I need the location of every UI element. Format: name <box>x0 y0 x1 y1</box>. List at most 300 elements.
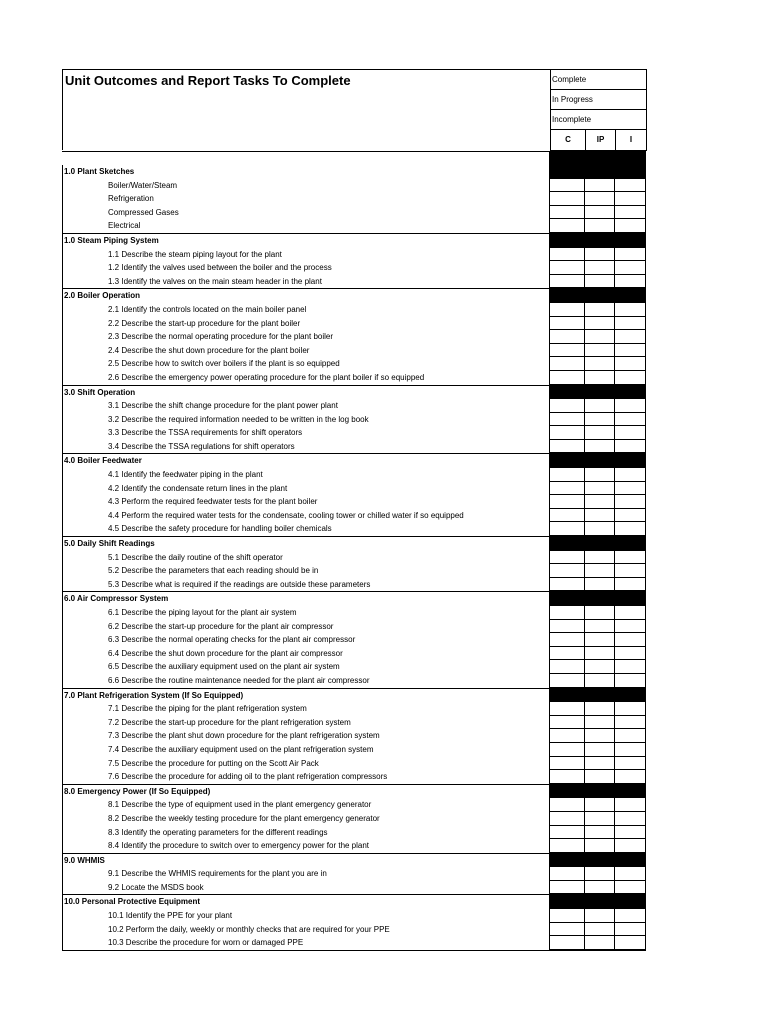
section-black-cell <box>615 165 646 179</box>
in-progress-checkbox-cell[interactable] <box>585 812 615 826</box>
in-progress-checkbox-cell[interactable] <box>585 647 615 661</box>
in-progress-checkbox-cell[interactable] <box>585 413 615 427</box>
task-row <box>63 812 646 826</box>
incomplete-checkbox-cell[interactable] <box>615 468 646 482</box>
task-label: 3.2 Describe the required information needed to be written in the log book <box>63 413 550 427</box>
task-label: Boiler/Water/Steam <box>63 179 550 193</box>
task-label: 3.3 Describe the TSSA requirements for shift operators <box>63 426 550 440</box>
incomplete-checkbox-cell[interactable] <box>615 620 646 634</box>
section-title: 3.0 Shift Operation <box>63 386 550 400</box>
task-row <box>63 522 646 536</box>
in-progress-checkbox-cell[interactable] <box>585 248 615 262</box>
complete-checkbox-cell[interactable] <box>550 482 585 496</box>
task-row <box>63 179 646 193</box>
task-row <box>63 729 646 743</box>
sheet-header <box>62 69 646 151</box>
complete-checkbox-cell[interactable] <box>550 702 585 716</box>
incomplete-checkbox-cell[interactable] <box>615 716 646 730</box>
incomplete-checkbox-cell[interactable] <box>615 330 646 344</box>
complete-checkbox-cell[interactable] <box>550 578 585 592</box>
section-header-row <box>63 591 646 606</box>
incomplete-checkbox-cell[interactable] <box>615 303 646 317</box>
section-black-cell <box>550 234 585 248</box>
complete-checkbox-cell[interactable] <box>550 261 585 275</box>
task-row <box>63 757 646 771</box>
task-label: 2.5 Describe how to switch over boilers if the plant is so equipped <box>63 357 550 371</box>
complete-checkbox-cell[interactable] <box>550 248 585 262</box>
incomplete-checkbox-cell[interactable] <box>615 798 646 812</box>
section-title: 8.0 Emergency Power (If So Equipped) <box>63 785 550 799</box>
complete-checkbox-cell[interactable] <box>550 647 585 661</box>
task-label: 3.1 Describe the shift change procedure for the plant power plant <box>63 399 550 413</box>
incomplete-checkbox-cell[interactable] <box>615 936 646 950</box>
incomplete-checkbox-cell[interactable] <box>615 179 646 193</box>
task-row <box>63 867 646 881</box>
complete-checkbox-cell[interactable] <box>550 881 585 895</box>
complete-checkbox-cell[interactable] <box>550 770 585 784</box>
task-row <box>63 839 646 853</box>
section-black-cell <box>585 234 615 248</box>
section-header-row <box>63 536 646 551</box>
task-label: 2.1 Identify the controls located on the main boiler panel <box>63 303 550 317</box>
section-black-cell <box>585 689 615 703</box>
task-row <box>63 357 646 371</box>
in-progress-checkbox-cell[interactable] <box>585 495 615 509</box>
incomplete-checkbox-cell[interactable] <box>615 909 646 923</box>
task-row <box>63 923 646 937</box>
incomplete-checkbox-cell[interactable] <box>615 192 646 206</box>
task-label: 8.1 Describe the type of equipment used in the plant emergency generator <box>63 798 550 812</box>
section-black-cell <box>615 785 646 799</box>
task-row <box>63 633 646 647</box>
complete-checkbox-cell[interactable] <box>550 757 585 771</box>
in-progress-checkbox-cell[interactable] <box>585 551 615 565</box>
incomplete-checkbox-cell[interactable] <box>615 729 646 743</box>
task-label: 6.1 Describe the piping layout for the plant air system <box>63 606 550 620</box>
complete-checkbox-cell[interactable] <box>550 440 585 454</box>
task-row <box>63 826 646 840</box>
checklist-sheet <box>62 69 646 951</box>
complete-checkbox-cell[interactable] <box>550 495 585 509</box>
section-black-cell <box>585 165 615 179</box>
in-progress-checkbox-cell[interactable] <box>585 261 615 275</box>
task-label: 1.3 Identify the valves on the main steam header in the plant <box>63 275 550 289</box>
task-row <box>63 399 646 413</box>
section-header-row <box>63 233 646 248</box>
in-progress-checkbox-cell[interactable] <box>585 564 615 578</box>
in-progress-checkbox-cell[interactable] <box>585 440 615 454</box>
task-label: 5.1 Describe the daily routine of the shift operator <box>63 551 550 565</box>
in-progress-checkbox-cell[interactable] <box>585 578 615 592</box>
task-row <box>63 674 646 688</box>
task-label: 2.3 Describe the normal operating procedure for the plant boiler <box>63 330 550 344</box>
task-label: 4.1 Identify the feedwater piping in the plant <box>63 468 550 482</box>
section-black-cell <box>615 537 646 551</box>
task-row <box>63 206 646 220</box>
task-row <box>63 330 646 344</box>
complete-checkbox-cell[interactable] <box>550 371 585 385</box>
task-label: Refrigeration <box>63 192 550 206</box>
title-box <box>62 69 551 150</box>
incomplete-checkbox-cell[interactable] <box>615 399 646 413</box>
complete-checkbox-cell[interactable] <box>550 716 585 730</box>
incomplete-checkbox-cell[interactable] <box>615 495 646 509</box>
task-row <box>63 660 646 674</box>
task-row <box>63 936 646 950</box>
incomplete-checkbox-cell[interactable] <box>615 647 646 661</box>
task-label: 9.2 Locate the MSDS book <box>63 881 550 895</box>
in-progress-checkbox-cell[interactable] <box>585 798 615 812</box>
section-black-cell <box>615 454 646 468</box>
task-row <box>63 482 646 496</box>
complete-checkbox-cell[interactable] <box>550 743 585 757</box>
section-header-row <box>63 853 646 868</box>
section-title: 2.0 Boiler Operation <box>63 289 550 303</box>
task-label: 6.2 Describe the start-up procedure for the plant air compressor <box>63 620 550 634</box>
in-progress-checkbox-cell[interactable] <box>585 633 615 647</box>
section-title: 9.0 WHMIS <box>63 854 550 868</box>
legend-columns <box>551 130 646 151</box>
task-label: 10.2 Perform the daily, weekly or monthly checks that are required for your PPE <box>63 923 550 937</box>
incomplete-checkbox-cell[interactable] <box>615 426 646 440</box>
task-row <box>63 798 646 812</box>
task-label: 8.3 Identify the operating parameters for the different readings <box>63 826 550 840</box>
task-label: 2.4 Describe the shut down procedure for the plant boiler <box>63 344 550 358</box>
task-label: 4.2 Identify the condensate return lines in the plant <box>63 482 550 496</box>
complete-checkbox-cell[interactable] <box>550 826 585 840</box>
complete-checkbox-cell[interactable] <box>550 468 585 482</box>
section-title: 10.0 Personal Protective Equipment <box>63 895 550 909</box>
task-label: 3.4 Describe the TSSA regulations for shift operators <box>63 440 550 454</box>
incomplete-checkbox-cell[interactable] <box>615 826 646 840</box>
task-label: 9.1 Describe the WHMIS requirements for the plant you are in <box>63 867 550 881</box>
incomplete-checkbox-cell[interactable] <box>615 248 646 262</box>
incomplete-checkbox-cell[interactable] <box>615 660 646 674</box>
task-label: 7.2 Describe the start-up procedure for the plant refrigeration system <box>63 716 550 730</box>
black-band <box>550 152 646 165</box>
section-title: 1.0 Plant Sketches <box>63 165 550 179</box>
section-black-cell <box>615 592 646 606</box>
task-row <box>63 303 646 317</box>
task-label: 6.3 Describe the normal operating checks for the plant air compressor <box>63 633 550 647</box>
incomplete-checkbox-cell[interactable] <box>615 770 646 784</box>
incomplete-checkbox-cell[interactable] <box>615 344 646 358</box>
section-header-row <box>63 165 646 179</box>
section-title: 1.0 Steam Piping System <box>63 234 550 248</box>
task-label: 6.5 Describe the auxiliary equipment used on the plant air system <box>63 660 550 674</box>
section-title: 4.0 Boiler Feedwater <box>63 454 550 468</box>
complete-checkbox-cell[interactable] <box>550 303 585 317</box>
complete-checkbox-cell[interactable] <box>550 909 585 923</box>
in-progress-checkbox-cell[interactable] <box>585 770 615 784</box>
task-row <box>63 192 646 206</box>
task-row <box>63 219 646 233</box>
complete-checkbox-cell[interactable] <box>550 674 585 688</box>
task-rows <box>62 165 646 951</box>
task-label: 6.6 Describe the routine maintenance needed for the plant air compressor <box>63 674 550 688</box>
complete-checkbox-cell[interactable] <box>550 426 585 440</box>
in-progress-checkbox-cell[interactable] <box>585 344 615 358</box>
incomplete-checkbox-cell[interactable] <box>615 812 646 826</box>
in-progress-checkbox-cell[interactable] <box>585 330 615 344</box>
incomplete-checkbox-cell[interactable] <box>615 633 646 647</box>
task-row <box>63 551 646 565</box>
section-black-cell <box>550 854 585 868</box>
in-progress-checkbox-cell[interactable] <box>585 909 615 923</box>
in-progress-checkbox-cell[interactable] <box>585 219 615 233</box>
section-black-cell <box>550 537 585 551</box>
incomplete-checkbox-cell[interactable] <box>615 413 646 427</box>
section-black-cell <box>615 289 646 303</box>
in-progress-checkbox-cell[interactable] <box>585 606 615 620</box>
task-row <box>63 275 646 289</box>
complete-checkbox-cell[interactable] <box>550 798 585 812</box>
incomplete-checkbox-cell[interactable] <box>615 867 646 881</box>
in-progress-checkbox-cell[interactable] <box>585 620 615 634</box>
complete-checkbox-cell[interactable] <box>550 317 585 331</box>
section-header-row <box>63 288 646 303</box>
in-progress-checkbox-cell[interactable] <box>585 371 615 385</box>
in-progress-checkbox-cell[interactable] <box>585 702 615 716</box>
legend-incomplete: Incomplete <box>551 110 646 130</box>
in-progress-checkbox-cell[interactable] <box>585 509 615 523</box>
task-row <box>63 344 646 358</box>
complete-checkbox-cell[interactable] <box>550 620 585 634</box>
task-label: 4.5 Describe the safety procedure for handling boiler chemicals <box>63 522 550 536</box>
task-row <box>63 620 646 634</box>
task-label: 10.1 Identify the PPE for your plant <box>63 909 550 923</box>
task-row <box>63 578 646 592</box>
in-progress-checkbox-cell[interactable] <box>585 923 615 937</box>
legend-in-progress: In Progress <box>551 90 646 110</box>
complete-checkbox-cell[interactable] <box>550 179 585 193</box>
task-row <box>63 770 646 784</box>
section-black-cell <box>615 854 646 868</box>
incomplete-checkbox-cell[interactable] <box>615 606 646 620</box>
task-label: 1.1 Describe the steam piping layout for the plant <box>63 248 550 262</box>
section-header-row <box>63 453 646 468</box>
task-row <box>63 495 646 509</box>
column-header-i: I <box>629 135 633 144</box>
task-label: 7.3 Describe the plant shut down procedure for the plant refrigeration system <box>63 729 550 743</box>
task-row <box>63 881 646 895</box>
section-black-cell <box>615 386 646 400</box>
task-row <box>63 426 646 440</box>
incomplete-checkbox-cell[interactable] <box>615 551 646 565</box>
incomplete-checkbox-cell[interactable] <box>615 206 646 220</box>
complete-checkbox-cell[interactable] <box>550 551 585 565</box>
section-title: 5.0 Daily Shift Readings <box>63 537 550 551</box>
task-label: 7.6 Describe the procedure for adding oil to the plant refrigeration compressors <box>63 770 550 784</box>
in-progress-checkbox-cell[interactable] <box>585 179 615 193</box>
task-row <box>63 261 646 275</box>
section-black-cell <box>550 454 585 468</box>
task-row <box>63 413 646 427</box>
incomplete-checkbox-cell[interactable] <box>615 317 646 331</box>
section-black-cell <box>585 895 615 909</box>
in-progress-checkbox-cell[interactable] <box>585 936 615 950</box>
task-label: 1.2 Identify the valves used between the boiler and the process <box>63 261 550 275</box>
section-black-cell <box>585 854 615 868</box>
section-black-cell <box>550 386 585 400</box>
task-label: 8.4 Identify the procedure to switch over to emergency power for the plant <box>63 839 550 853</box>
section-black-cell <box>585 537 615 551</box>
task-row <box>63 317 646 331</box>
task-label: 5.3 Describe what is required if the readings are outside these parameters <box>63 578 550 592</box>
task-row <box>63 509 646 523</box>
complete-checkbox-cell[interactable] <box>550 729 585 743</box>
incomplete-checkbox-cell[interactable] <box>615 371 646 385</box>
in-progress-checkbox-cell[interactable] <box>585 839 615 853</box>
in-progress-checkbox-cell[interactable] <box>585 660 615 674</box>
task-label: 2.2 Describe the start-up procedure for the plant boiler <box>63 317 550 331</box>
complete-checkbox-cell[interactable] <box>550 413 585 427</box>
task-row <box>63 702 646 716</box>
incomplete-checkbox-cell[interactable] <box>615 702 646 716</box>
complete-checkbox-cell[interactable] <box>550 936 585 950</box>
complete-checkbox-cell[interactable] <box>550 660 585 674</box>
page-title: Unit Outcomes and Report Tasks To Complete <box>65 73 351 88</box>
incomplete-checkbox-cell[interactable] <box>615 923 646 937</box>
section-black-cell <box>615 689 646 703</box>
complete-checkbox-cell[interactable] <box>550 564 585 578</box>
section-black-cell <box>550 785 585 799</box>
in-progress-checkbox-cell[interactable] <box>585 881 615 895</box>
incomplete-checkbox-cell[interactable] <box>615 261 646 275</box>
task-row <box>63 606 646 620</box>
legend-complete: Complete <box>551 70 646 90</box>
incomplete-checkbox-cell[interactable] <box>615 440 646 454</box>
column-header-c: C <box>551 130 586 150</box>
complete-checkbox-cell[interactable] <box>550 330 585 344</box>
complete-checkbox-cell[interactable] <box>550 606 585 620</box>
task-row <box>63 564 646 578</box>
in-progress-checkbox-cell[interactable] <box>585 522 615 536</box>
incomplete-checkbox-cell[interactable] <box>615 357 646 371</box>
task-row <box>63 743 646 757</box>
status-legend <box>550 69 647 151</box>
incomplete-checkbox-cell[interactable] <box>615 509 646 523</box>
in-progress-checkbox-cell[interactable] <box>585 729 615 743</box>
in-progress-checkbox-cell[interactable] <box>585 468 615 482</box>
section-black-cell <box>585 592 615 606</box>
complete-checkbox-cell[interactable] <box>550 867 585 881</box>
complete-checkbox-cell[interactable] <box>550 923 585 937</box>
in-progress-checkbox-cell[interactable] <box>585 192 615 206</box>
section-header-row <box>63 894 646 909</box>
complete-checkbox-cell[interactable] <box>550 399 585 413</box>
in-progress-checkbox-cell[interactable] <box>585 275 615 289</box>
section-black-cell <box>585 386 615 400</box>
in-progress-checkbox-cell[interactable] <box>585 303 615 317</box>
in-progress-checkbox-cell[interactable] <box>585 716 615 730</box>
complete-checkbox-cell[interactable] <box>550 839 585 853</box>
section-title: 7.0 Plant Refrigeration System (If So Equipped) <box>63 689 550 703</box>
task-label: 7.5 Describe the procedure for putting on the Scott Air Pack <box>63 757 550 771</box>
task-label: 6.4 Describe the shut down procedure for the plant air compressor <box>63 647 550 661</box>
in-progress-checkbox-cell[interactable] <box>585 482 615 496</box>
section-black-cell <box>550 165 585 179</box>
section-black-cell <box>550 289 585 303</box>
section-header-row <box>63 784 646 799</box>
task-label: 4.4 Perform the required water tests for the condensate, cooling tower or chilled water if so equipped <box>63 509 550 523</box>
section-title: 6.0 Air Compressor System <box>63 592 550 606</box>
task-label: 7.4 Describe the auxiliary equipment used on the plant refrigeration system <box>63 743 550 757</box>
task-row <box>63 468 646 482</box>
task-row <box>63 647 646 661</box>
in-progress-checkbox-cell[interactable] <box>585 206 615 220</box>
in-progress-checkbox-cell[interactable] <box>585 399 615 413</box>
incomplete-checkbox-cell[interactable] <box>615 881 646 895</box>
in-progress-checkbox-cell[interactable] <box>585 826 615 840</box>
section-black-cell <box>585 454 615 468</box>
column-header-ip: IP <box>586 130 616 150</box>
complete-checkbox-cell[interactable] <box>550 192 585 206</box>
incomplete-checkbox-cell[interactable] <box>615 275 646 289</box>
section-black-cell <box>550 895 585 909</box>
in-progress-checkbox-cell[interactable] <box>585 317 615 331</box>
section-header-row <box>63 385 646 400</box>
task-label: 5.2 Describe the parameters that each reading should be in <box>63 564 550 578</box>
task-row <box>63 440 646 454</box>
complete-checkbox-cell[interactable] <box>550 522 585 536</box>
incomplete-checkbox-cell[interactable] <box>615 757 646 771</box>
complete-checkbox-cell[interactable] <box>550 509 585 523</box>
incomplete-checkbox-cell[interactable] <box>615 578 646 592</box>
header-spacer-row <box>62 151 646 165</box>
in-progress-checkbox-cell[interactable] <box>585 743 615 757</box>
in-progress-checkbox-cell[interactable] <box>585 674 615 688</box>
incomplete-checkbox-cell[interactable] <box>615 674 646 688</box>
section-black-cell <box>615 895 646 909</box>
in-progress-checkbox-cell[interactable] <box>585 757 615 771</box>
incomplete-checkbox-cell[interactable] <box>615 839 646 853</box>
section-header-row <box>63 688 646 703</box>
task-label: 10.3 Describe the procedure for worn or damaged PPE <box>63 936 550 950</box>
complete-checkbox-cell[interactable] <box>550 357 585 371</box>
task-row <box>63 909 646 923</box>
incomplete-checkbox-cell[interactable] <box>615 219 646 233</box>
complete-checkbox-cell[interactable] <box>550 633 585 647</box>
in-progress-checkbox-cell[interactable] <box>585 867 615 881</box>
task-label: 7.1 Describe the piping for the plant refrigeration system <box>63 702 550 716</box>
task-label: Compressed Gases <box>63 206 550 220</box>
task-label: 4.3 Perform the required feedwater tests for the plant boiler <box>63 495 550 509</box>
task-label: 8.2 Describe the weekly testing procedure for the plant emergency generator <box>63 812 550 826</box>
incomplete-checkbox-cell[interactable] <box>615 522 646 536</box>
complete-checkbox-cell[interactable] <box>550 219 585 233</box>
section-black-cell <box>585 785 615 799</box>
section-black-cell <box>550 592 585 606</box>
task-label: Electrical <box>63 219 550 233</box>
task-row <box>63 716 646 730</box>
section-black-cell <box>615 234 646 248</box>
section-black-cell <box>585 289 615 303</box>
in-progress-checkbox-cell[interactable] <box>585 357 615 371</box>
complete-checkbox-cell[interactable] <box>550 812 585 826</box>
in-progress-checkbox-cell[interactable] <box>585 426 615 440</box>
complete-checkbox-cell[interactable] <box>550 206 585 220</box>
incomplete-checkbox-cell[interactable] <box>615 743 646 757</box>
incomplete-checkbox-cell[interactable] <box>615 564 646 578</box>
complete-checkbox-cell[interactable] <box>550 275 585 289</box>
complete-checkbox-cell[interactable] <box>550 344 585 358</box>
task-row <box>63 248 646 262</box>
task-row <box>63 371 646 385</box>
task-label: 2.6 Describe the emergency power operating procedure for the plant boiler if so equipped <box>63 371 550 385</box>
incomplete-checkbox-cell[interactable] <box>615 482 646 496</box>
section-black-cell <box>550 689 585 703</box>
